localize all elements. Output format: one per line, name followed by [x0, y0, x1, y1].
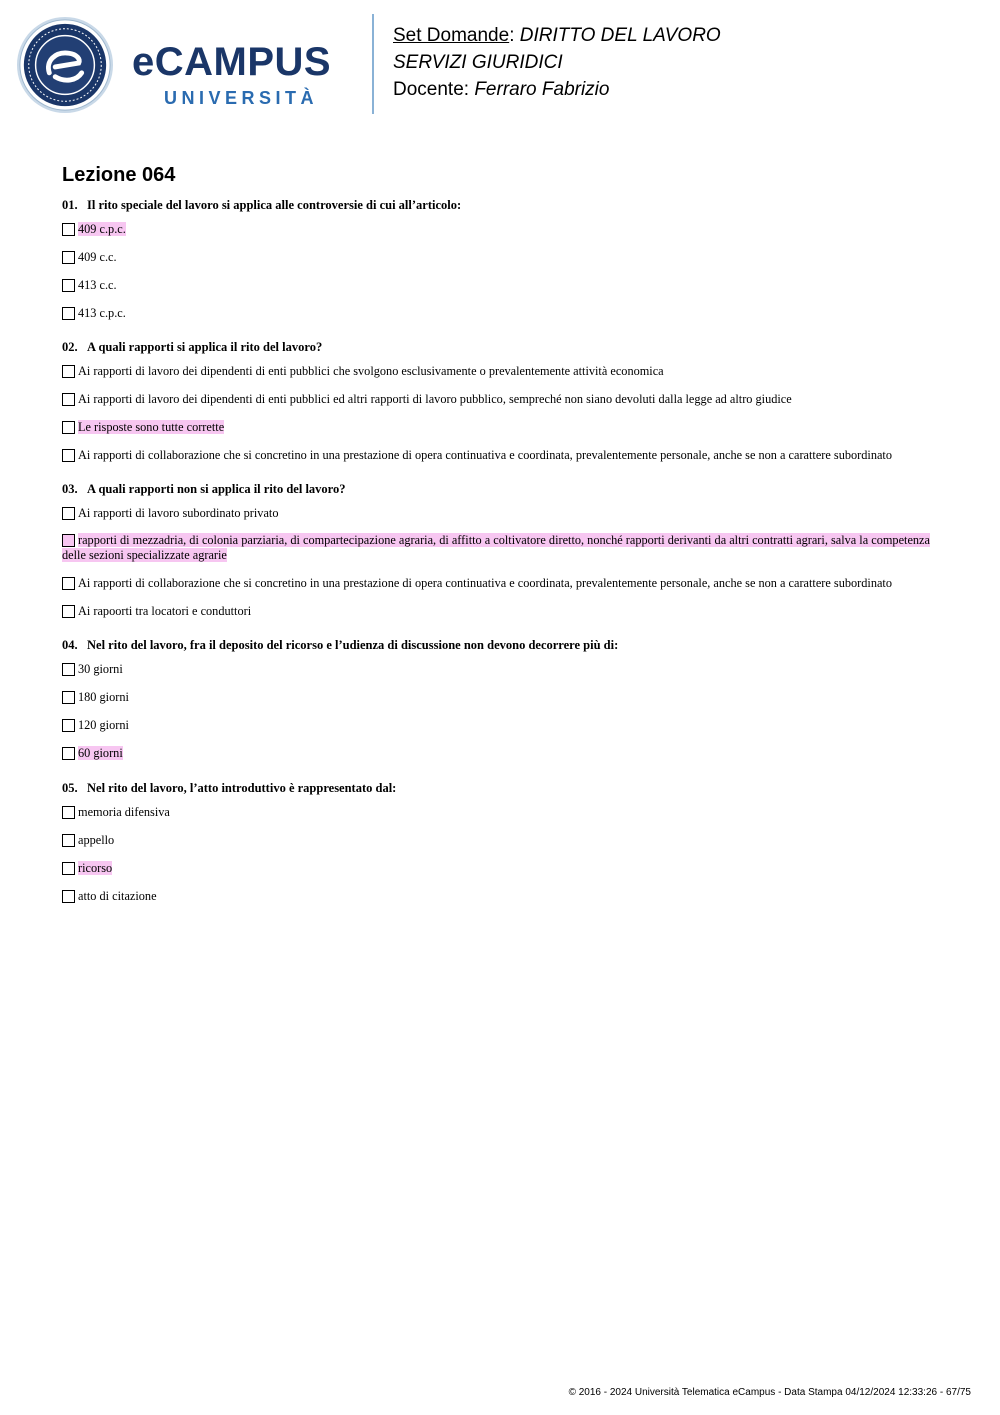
answer-option[interactable]	[62, 832, 942, 848]
question-block	[62, 480, 942, 619]
checkbox-icon[interactable]	[62, 719, 75, 732]
question-block	[62, 196, 942, 321]
answer-label: Ai rapporti di lavoro dei dipendenti di enti pubblici che svolgono esclusivamente o prevalentemente attività economica	[78, 364, 664, 378]
checkbox-icon[interactable]	[62, 449, 75, 462]
question-number: 02.	[62, 340, 78, 354]
set-line-2	[393, 49, 721, 76]
checkbox-icon[interactable]	[62, 534, 75, 547]
answer-option[interactable]	[62, 221, 942, 237]
checkbox-icon[interactable]	[62, 279, 75, 292]
checkbox-icon[interactable]	[62, 251, 75, 264]
checkbox-icon[interactable]	[62, 605, 75, 618]
answer-label: appello	[78, 833, 115, 847]
course-info	[393, 22, 721, 103]
question-label: Il rito speciale del lavoro si applica alle controversie di cui all’articolo:	[87, 198, 462, 212]
answer-label: 30 giorni	[78, 662, 123, 676]
question-label: Nel rito del lavoro, fra il deposito del ricorso e l’udienza di discussione non devono decorrere più di:	[87, 638, 619, 652]
header-divider	[372, 14, 374, 114]
checkbox-icon[interactable]	[62, 890, 75, 903]
question-label: Nel rito del lavoro, l’atto introduttivo è rappresentato dal:	[87, 781, 397, 795]
checkbox-icon[interactable]	[62, 691, 75, 704]
set-line: Set Domande: DIRITTO DEL LAVORO	[393, 25, 721, 46]
checkbox-icon[interactable]	[62, 393, 75, 406]
answer-option[interactable]	[62, 391, 942, 407]
question-number: 01.	[62, 198, 78, 212]
set-label: Set Domande	[393, 25, 510, 46]
answer-option[interactable]	[62, 575, 942, 591]
answer-option[interactable]	[62, 603, 942, 619]
question-label: A quali rapporti si applica il rito del lavoro?	[87, 340, 323, 354]
answer-option[interactable]	[62, 533, 942, 563]
checkbox-icon[interactable]	[62, 834, 75, 847]
question-list	[62, 196, 942, 916]
answer-label: 409 c.c.	[78, 250, 117, 264]
answer-option[interactable]	[62, 363, 942, 379]
answer-label-highlighted: Le risposte sono tutte corrette	[78, 420, 225, 434]
answer-option[interactable]	[62, 447, 942, 463]
teacher-name: Ferraro Fabrizio	[474, 79, 610, 100]
answer-label: Ai rapporti di collaborazione che si concretino in una prestazione di opera continuativa e coordinata, prevalentemente personale, anche se non a carattere subordinato	[78, 576, 892, 590]
checkbox-icon[interactable]	[62, 421, 75, 434]
answer-label: Ai rapporti di lavoro subordinato privato	[78, 506, 279, 520]
answer-option[interactable]	[62, 689, 942, 705]
answer-label: atto di citazione	[78, 889, 157, 903]
answer-option[interactable]	[62, 745, 942, 761]
answer-label: 120 giorni	[78, 718, 129, 732]
checkbox-icon[interactable]	[62, 307, 75, 320]
page-footer: © 2016 - 2024 Università Telematica eCampus - Data Stampa 04/12/2024 12:33:26 - 67/75	[568, 1387, 971, 1398]
set-value: DIRITTO DEL LAVORO	[519, 25, 721, 46]
answer-label-highlighted: 60 giorni	[78, 746, 123, 760]
answer-option[interactable]	[62, 305, 942, 321]
answer-option[interactable]	[62, 277, 942, 293]
answer-label: 413 c.p.c.	[78, 306, 126, 320]
question-text	[62, 779, 942, 797]
question-text	[62, 636, 942, 654]
teacher-line	[393, 76, 721, 103]
answer-label: 180 giorni	[78, 690, 129, 704]
answer-option[interactable]	[62, 804, 942, 820]
checkbox-icon[interactable]	[62, 507, 75, 520]
answer-option[interactable]	[62, 717, 942, 733]
answer-label: Ai rapoorti tra locatori e conduttori	[78, 604, 252, 618]
question-text	[62, 480, 942, 498]
answer-label: Ai rapporti di lavoro dei dipendenti di enti pubblici ed altri rapporti di lavoro pubblico, sempreché non siano devoluti dalla legge ad altro giudice	[78, 392, 792, 406]
answer-label: 413 c.c.	[78, 278, 117, 292]
question-text	[62, 338, 942, 356]
checkbox-icon[interactable]	[62, 577, 75, 590]
ecampus-seal-logo	[16, 16, 114, 114]
answer-option[interactable]	[62, 249, 942, 265]
answer-label-highlighted: ricorso	[78, 861, 113, 875]
answer-option[interactable]	[62, 661, 942, 677]
answer-label-highlighted: 409 c.p.c.	[78, 222, 126, 236]
set-value-line2: SERVIZI GIURIDICI	[393, 52, 563, 73]
answer-option[interactable]	[62, 888, 942, 904]
checkbox-icon[interactable]	[62, 747, 75, 760]
checkbox-icon[interactable]	[62, 663, 75, 676]
answer-option[interactable]	[62, 419, 942, 435]
wordmark-top: eCAMPUS	[132, 40, 332, 84]
question-number: 03.	[62, 482, 78, 496]
question-block	[62, 338, 942, 463]
question-block	[62, 636, 942, 761]
wordmark-bottom: UNIVERSITÀ	[164, 88, 319, 108]
page-header	[0, 0, 1000, 130]
lesson-title: Lezione 064	[62, 164, 176, 186]
question-label: A quali rapporti non si applica il rito del lavoro?	[87, 482, 346, 496]
checkbox-icon[interactable]	[62, 806, 75, 819]
checkbox-icon[interactable]	[62, 365, 75, 378]
question-block	[62, 779, 942, 904]
ecampus-wordmark	[132, 40, 357, 112]
answer-option[interactable]	[62, 505, 942, 521]
answer-label-highlighted: rapporti di mezzadria, di colonia parziaria, di compartecipazione agraria, di affitto a coltivatore diretto, nonché rapporti derivanti da altri contratti agrari, salva la competenza delle sezioni specializzate agrarie	[62, 533, 930, 562]
checkbox-icon[interactable]	[62, 223, 75, 236]
checkbox-icon[interactable]	[62, 862, 75, 875]
teacher-label: Docente:	[393, 79, 470, 100]
answer-label: memoria difensiva	[78, 805, 170, 819]
answer-option[interactable]	[62, 860, 942, 876]
question-number: 05.	[62, 781, 78, 795]
answer-label: Ai rapporti di collaborazione che si concretino in una prestazione di opera continuativa e coordinata, prevalentemente personale, anche se non a carattere subordinato	[78, 448, 892, 462]
question-number: 04.	[62, 638, 78, 652]
question-text	[62, 196, 942, 214]
